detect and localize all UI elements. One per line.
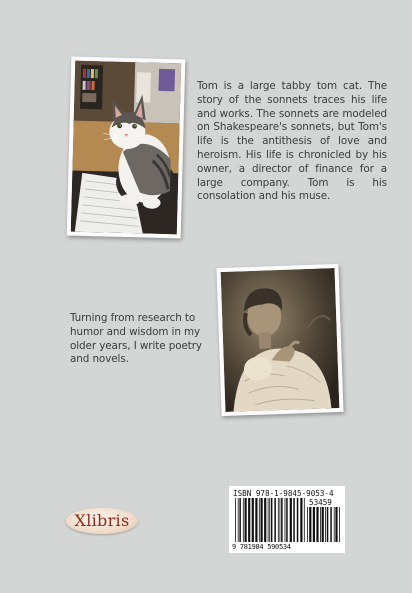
barcode-bar [313, 507, 315, 542]
barcode-bar [245, 498, 247, 542]
barcode-bar [281, 498, 283, 542]
barcode-bar [261, 498, 263, 542]
barcode-bar [330, 507, 332, 542]
ean-barcode-bars [235, 498, 305, 542]
barcode-bar [320, 507, 321, 542]
barcode-bar [293, 498, 295, 542]
barcode-bar [274, 498, 276, 542]
barcode-bar [286, 498, 288, 542]
barcode-bar [259, 498, 260, 542]
barcode-bar [268, 498, 269, 542]
barcode-bar [300, 498, 302, 542]
barcode-bar [255, 498, 257, 542]
author-bio: Turning from research to humor and wisdom in my older years, I write poetry and novels. [70, 312, 202, 366]
barcode-bar [269, 498, 270, 542]
barcode-bar [235, 498, 236, 542]
barcode-bar [248, 498, 250, 542]
barcode-bar [285, 498, 286, 542]
barcode-bar [325, 507, 326, 542]
barcode-bar [271, 498, 273, 542]
barcode-bar [239, 498, 241, 542]
barcode-bar [297, 498, 299, 542]
barcode-bar [339, 507, 340, 542]
author-photo-image [221, 268, 340, 412]
cat-photo [67, 57, 186, 239]
author-photo [216, 264, 343, 416]
barcode-bar [304, 498, 305, 542]
cat-description: Tom is a large tabby tom cat. The story of the sonnets traces his life and works. The sonnets are modeled on Shakespeare's sonnets, but Tom's life is the antithesis of love and heroism. His life is chronicled by his owner, a director of finance for a large company. Tom is his consolation and his muse. [197, 80, 387, 203]
barcode-bar [278, 498, 279, 542]
barcode-bar [252, 498, 254, 542]
barcode-bar [290, 498, 292, 542]
barcode-bar [243, 498, 244, 542]
barcode-bar [264, 498, 266, 542]
barcode-bar [280, 498, 281, 542]
barcode-bar [334, 507, 335, 542]
barcode-bar [327, 507, 329, 542]
barcode-bar [322, 507, 324, 542]
barcode-digits: 9 781984 590534 [232, 543, 291, 551]
barcode-bar [238, 498, 239, 542]
isbn-label: ISBN 978-1-9845-9053-4 [233, 489, 334, 498]
barcode-bar [335, 507, 337, 542]
barcode-bar [309, 507, 311, 542]
isbn-barcode [229, 486, 345, 553]
barcode-addon-digits: 53459 [309, 498, 332, 507]
addon-barcode-bars [307, 507, 341, 542]
publisher-logo [66, 508, 138, 534]
cat-photo-image [71, 61, 181, 235]
barcode-bar [307, 507, 308, 542]
publisher-logo-text: Xlibris [74, 511, 130, 530]
barcode-bar [316, 507, 318, 542]
